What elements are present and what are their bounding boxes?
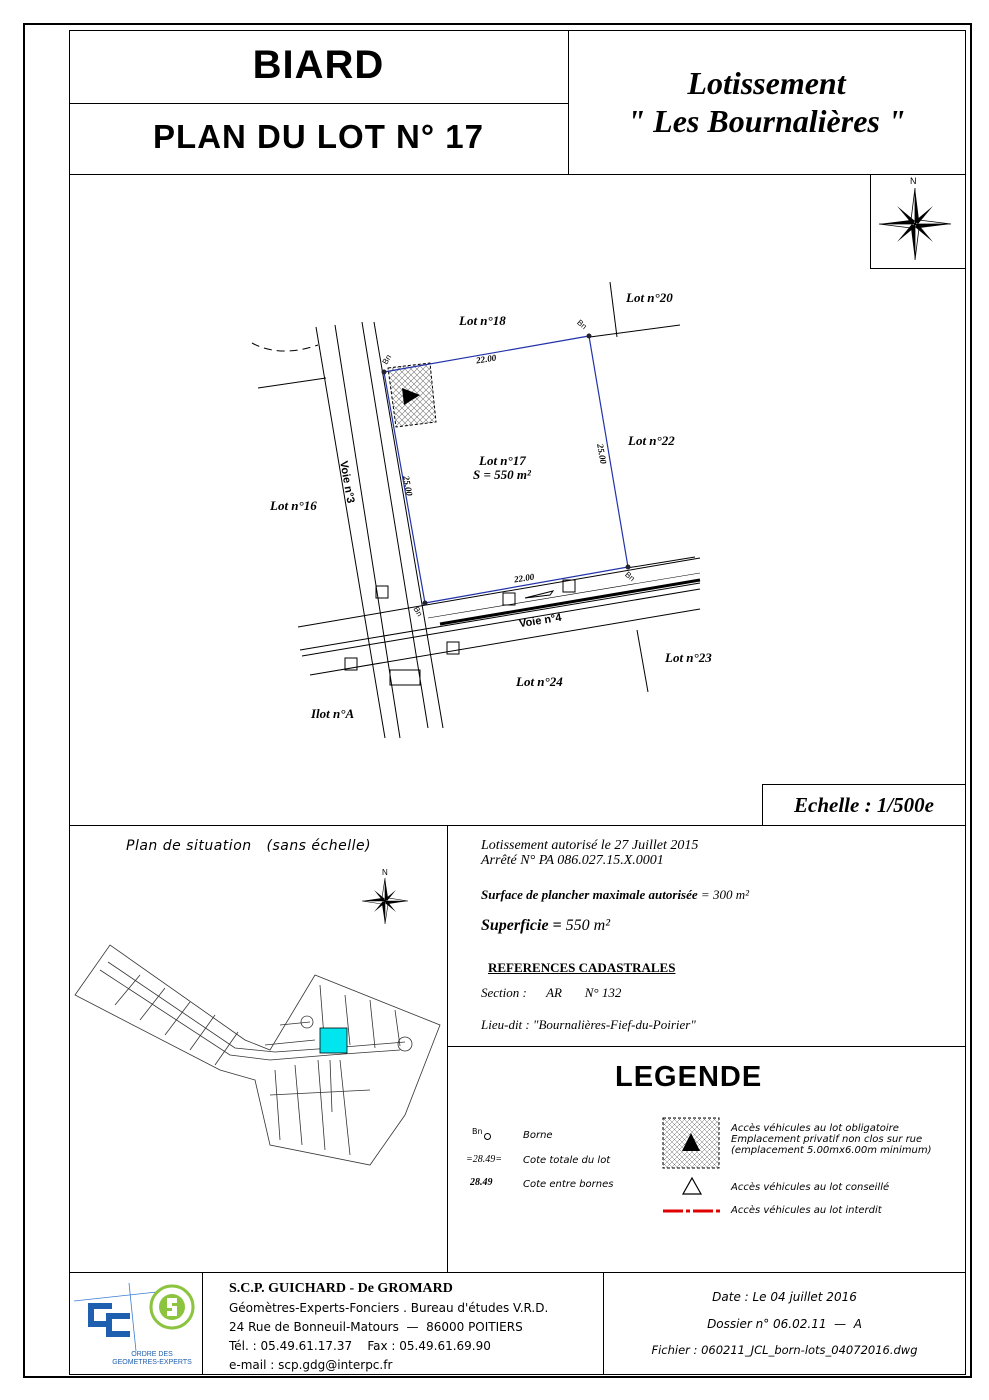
label-ilot-a: Ilot n°A: [311, 706, 355, 721]
dimension-left: 25.00: [401, 475, 415, 497]
legend-cote-totale-label: Cote totale du lot: [523, 1155, 611, 1166]
borne-label-se: Bn: [623, 569, 637, 584]
company-line-1: Géomètres-Experts-Fonciers . Bureau d'études V.R.D.: [229, 1301, 549, 1315]
cadastre-section: Section : AR N° 132: [481, 985, 622, 1000]
legend-cote-bornes-symbol: 28.49: [470, 1177, 493, 1188]
surface-plancher: [481, 887, 749, 903]
situation-map: [70, 940, 447, 1170]
access-mandatory-icon: [662, 1117, 720, 1169]
lieu-dit: Lieu-dit : "Bournalières-Fief-du-Poirier": [481, 1017, 696, 1032]
footer-fichier: Fichier : 060211_JCL_born-lots_04072016.dwg: [651, 1343, 918, 1357]
company-name: S.C.P. GUICHARD - De GROMARD: [229, 1281, 453, 1296]
legend-cote-bornes-label: Cote entre bornes: [523, 1179, 614, 1190]
footer-top-line: [70, 1272, 966, 1273]
access-advised-triangle-icon: [681, 1176, 703, 1196]
middle-vertical-divider: [447, 825, 448, 1273]
footer-dossier: Dossier n° 06.02.11 — A: [707, 1317, 862, 1331]
borne-label-nw: Bn: [380, 353, 394, 366]
superficie-value: 550 m²: [561, 917, 611, 934]
dimension-bottom: 22.00: [513, 571, 535, 585]
company-email: e-mail : scp.gdg@interpc.fr: [229, 1358, 393, 1372]
legend-borne-symbol: Bn: [472, 1127, 483, 1136]
lot-17-highlight: [320, 1028, 347, 1053]
dimension-right: 25.00: [595, 443, 609, 465]
legend-top-line: [447, 1046, 966, 1047]
autorisation-text: Lotissement autorisé le 27 Juillet 2015: [481, 838, 699, 853]
legend-title: LEGENDE: [615, 1061, 763, 1093]
legend-access-mandatory-3: (emplacement 5.00mx6.00m minimum): [731, 1145, 932, 1156]
arrete-text: Arrêté N° PA 086.027.15.X.0001: [481, 853, 664, 868]
access-forbidden-line-icon: [663, 1207, 721, 1215]
borne-label-sw: Bn: [411, 605, 425, 618]
label-voie-4: Voie n°4: [518, 611, 563, 631]
label-lot-20: Lot n°20: [626, 290, 673, 305]
company-address: 24 Rue de Bonneuil-Matours — 86000 POITIERS: [229, 1320, 523, 1334]
label-voie-3: Voie n°3: [337, 460, 357, 505]
label-lot-22: Lot n°22: [628, 433, 675, 448]
surface-plancher-value: = 300 m²: [697, 887, 749, 902]
dimension-top: 22.00: [475, 352, 497, 366]
label-surface: S = 550 m²: [473, 467, 531, 482]
superficie: [481, 917, 610, 935]
commune-title: BIARD: [252, 43, 385, 87]
geometres-experts-logo: [74, 1283, 198, 1353]
label-lot-18: Lot n°18: [459, 313, 506, 328]
lotissement-line2: " Les Bournalières ": [627, 103, 906, 139]
situation-compass-icon: [360, 876, 410, 926]
footer-date: Date : Le 04 juillet 2016: [712, 1290, 857, 1304]
company-phone-fax: Tél. : 05.49.61.17.37 Fax : 05.49.61.69.90: [229, 1339, 491, 1353]
legend-access-mandatory: [731, 1123, 932, 1156]
legend-access-advised: Accès véhicules au lot conseillé: [731, 1182, 890, 1193]
label-lot-17: Lot n°17: [479, 453, 526, 468]
legend-access-mandatory-1: Accès véhicules au lot obligatoire: [731, 1123, 899, 1134]
legend-access-forbidden: Accès véhicules au lot interdit: [731, 1205, 882, 1216]
middle-top-line: [70, 825, 966, 826]
logo-text: [100, 1351, 204, 1367]
legend-borne-label: Borne: [523, 1130, 553, 1141]
borne-label-ne: Bn: [575, 317, 589, 332]
surface-plancher-label: Surface de plancher maximale autorisée: [481, 887, 698, 902]
cadastre-title: REFERENCES CADASTRALES: [488, 960, 676, 975]
situation-north-label: N: [382, 868, 388, 877]
superficie-label: Superficie =: [481, 917, 562, 934]
situation-title: Plan de situation (sans échelle): [126, 838, 372, 854]
label-lot-23: Lot n°23: [665, 650, 712, 665]
borne-circle-icon: [484, 1133, 491, 1140]
lotissement-line1: Lotissement: [687, 65, 846, 101]
label-lot-16: Lot n°16: [270, 498, 317, 513]
scale-label: Echelle : 1/500e: [794, 793, 934, 817]
legend-access-mandatory-2: Emplacement privatif non clos sur rue: [731, 1134, 923, 1145]
north-label: N: [910, 176, 917, 186]
logo-line-1: ORDRE DES: [131, 1351, 173, 1358]
label-lot-24: Lot n°24: [516, 674, 563, 689]
logo-line-2: GEOMETRES-EXPERTS: [112, 1359, 192, 1366]
legend-cote-totale-symbol: =28.49=: [466, 1154, 502, 1165]
plan-title: PLAN DU LOT N° 17: [153, 118, 484, 155]
